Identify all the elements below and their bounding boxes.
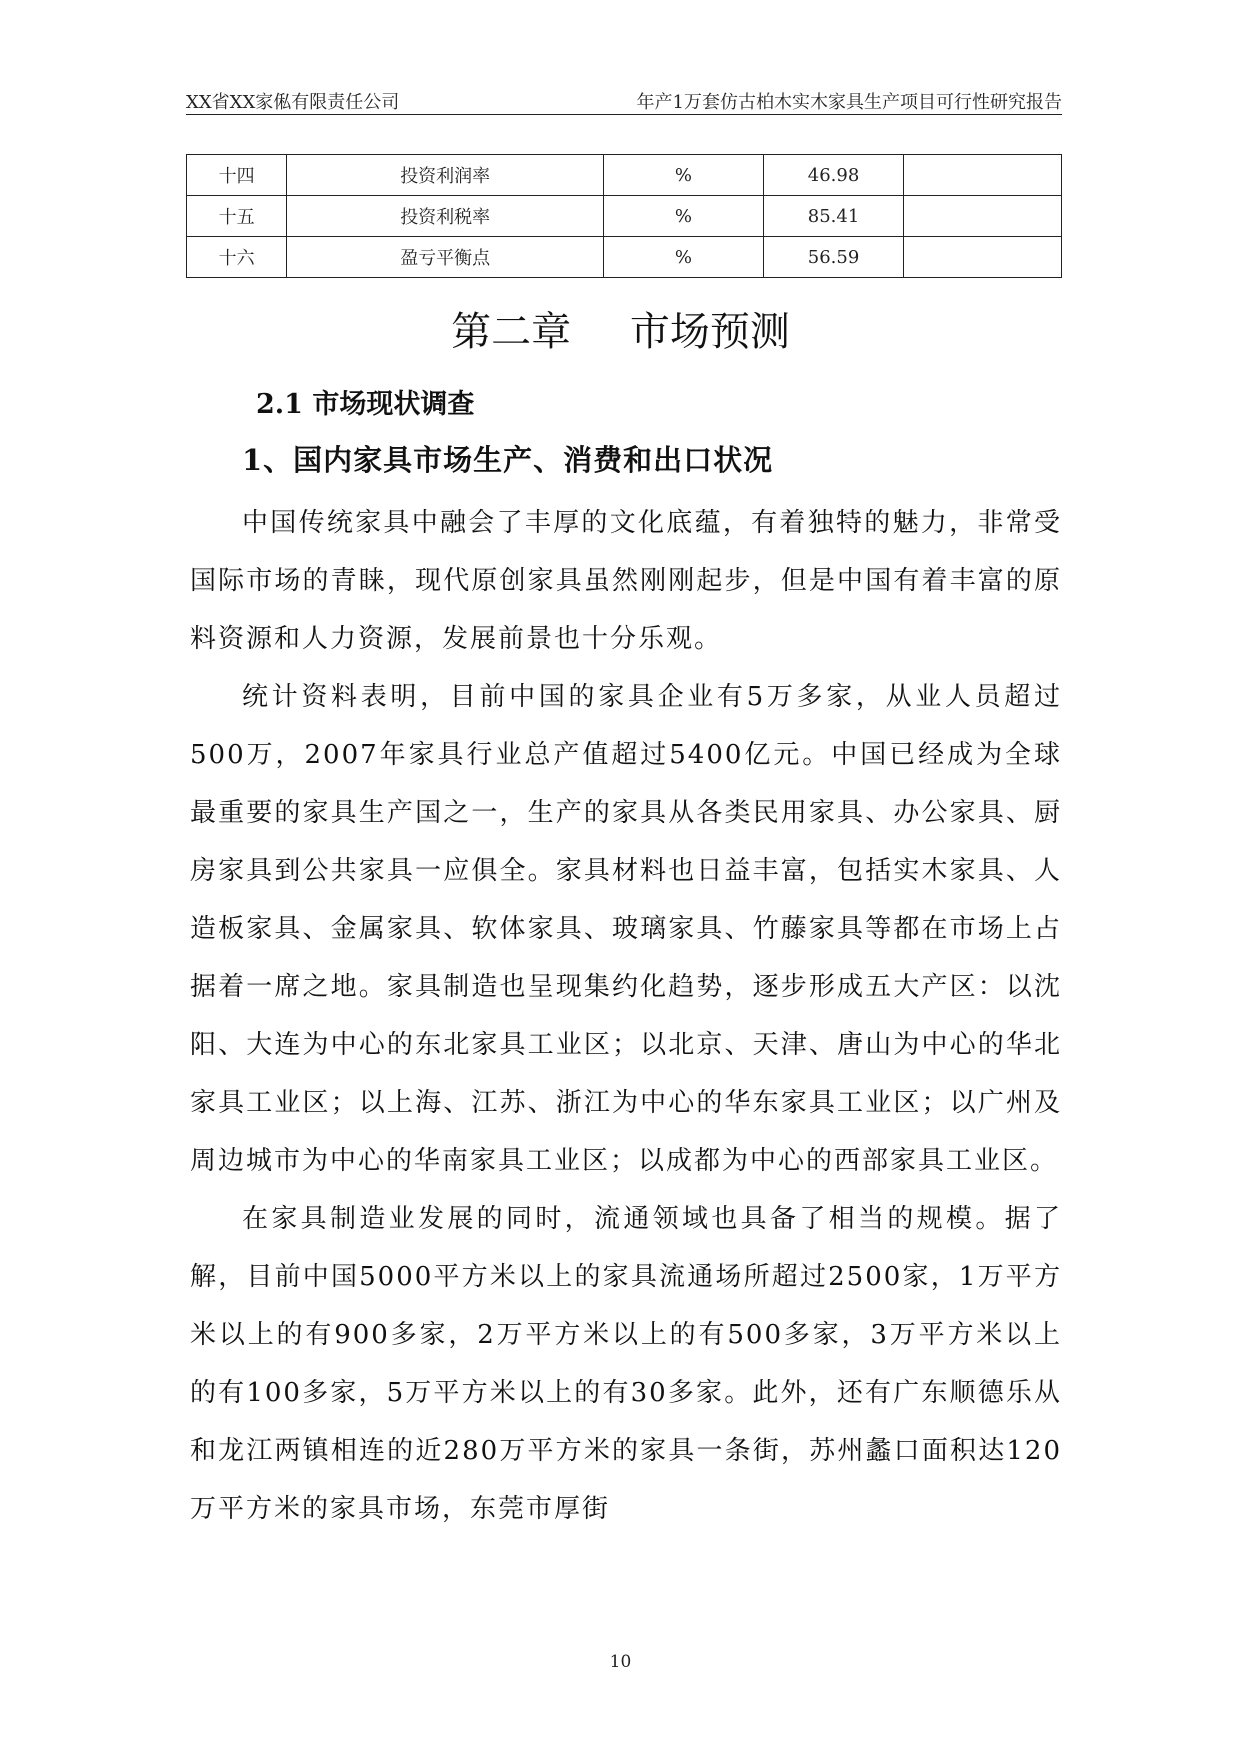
indicator-table [186,154,1062,278]
row-value: 56.59 [763,237,903,278]
header-report-title: 年产1万套仿古柏木实木家具生产项目可行性研究报告 [636,92,1062,113]
row-item: 投资利润率 [287,155,604,196]
table-row [187,196,1062,237]
row-value: 46.98 [763,155,903,196]
row-note [904,196,1062,237]
paragraph: 统计资料表明，目前中国的家具企业有5万多家，从业人员超过500万，2007年家具行业总产值超过5400亿元。中国已经成为全球最重要的家具生产国之一，生产的家具从各类民用家具、办公家具、厨房家具到公共家具一应俱全。家具材料也日益丰富，包括实木家具、人造板家具、金属家具、软体家具、玻璃家具、竹藤家具等都在市场上占据着一席之地。家具制造也呈现集约化趋势，逐步形成五大产区：以沈阳、大连为中心的东北家具工业区；以北京、天津、唐山为中心的华北家具工业区；以上海、江苏、浙江为中心的华东家具工业区；以广州及周边城市为中心的华南家具工业区；以成都为中心的西部家具工业区。 [190,682,1062,1176]
row-number: 十六 [187,237,287,278]
page-number: 10 [609,1652,632,1672]
row-value: 85.41 [763,196,903,237]
row-item: 投资利税率 [287,196,604,237]
table-row [187,237,1062,278]
subsection-title: 1、国内家具市场生产、消费和出口状况 [242,443,774,477]
row-item: 盈亏平衡点 [287,237,604,278]
body-text [190,494,1062,1538]
section-title: 2.1 市场现状调查 [256,389,475,420]
paragraph: 中国传统家具中融会了丰厚的文化底蕴，有着独特的魅力，非常受国际市场的青睐，现代原创家具虽然刚刚起步，但是中国有着丰富的原料资源和人力资源，发展前景也十分乐观。 [190,508,1062,654]
page-header [186,86,1062,115]
row-unit: % [604,155,764,196]
row-unit: % [604,196,764,237]
paragraph: 在家具制造业发展的同时，流通领域也具备了相当的规模。据了解，目前中国5000平方米以上的家具流通场所超过2500家，1万平方米以上的有900多家，2万平方米以上的有500多家，3万平方米以上的有100多家，5万平方米以上的有30多家。此外，还有广东顺德乐从和龙江两镇相连的近280万平方米的家具一条街，苏州蠡口面积达120万平方米的家具市场，东莞市厚街 [190,1204,1062,1524]
row-number: 十五 [187,196,287,237]
row-unit: % [604,237,764,278]
table-row [187,155,1062,196]
chapter-title: 第二章 市场预测 [451,309,790,355]
row-note [904,155,1062,196]
row-number: 十四 [187,155,287,196]
header-company: XX省XX家俬有限责任公司 [186,92,400,113]
row-note [904,237,1062,278]
